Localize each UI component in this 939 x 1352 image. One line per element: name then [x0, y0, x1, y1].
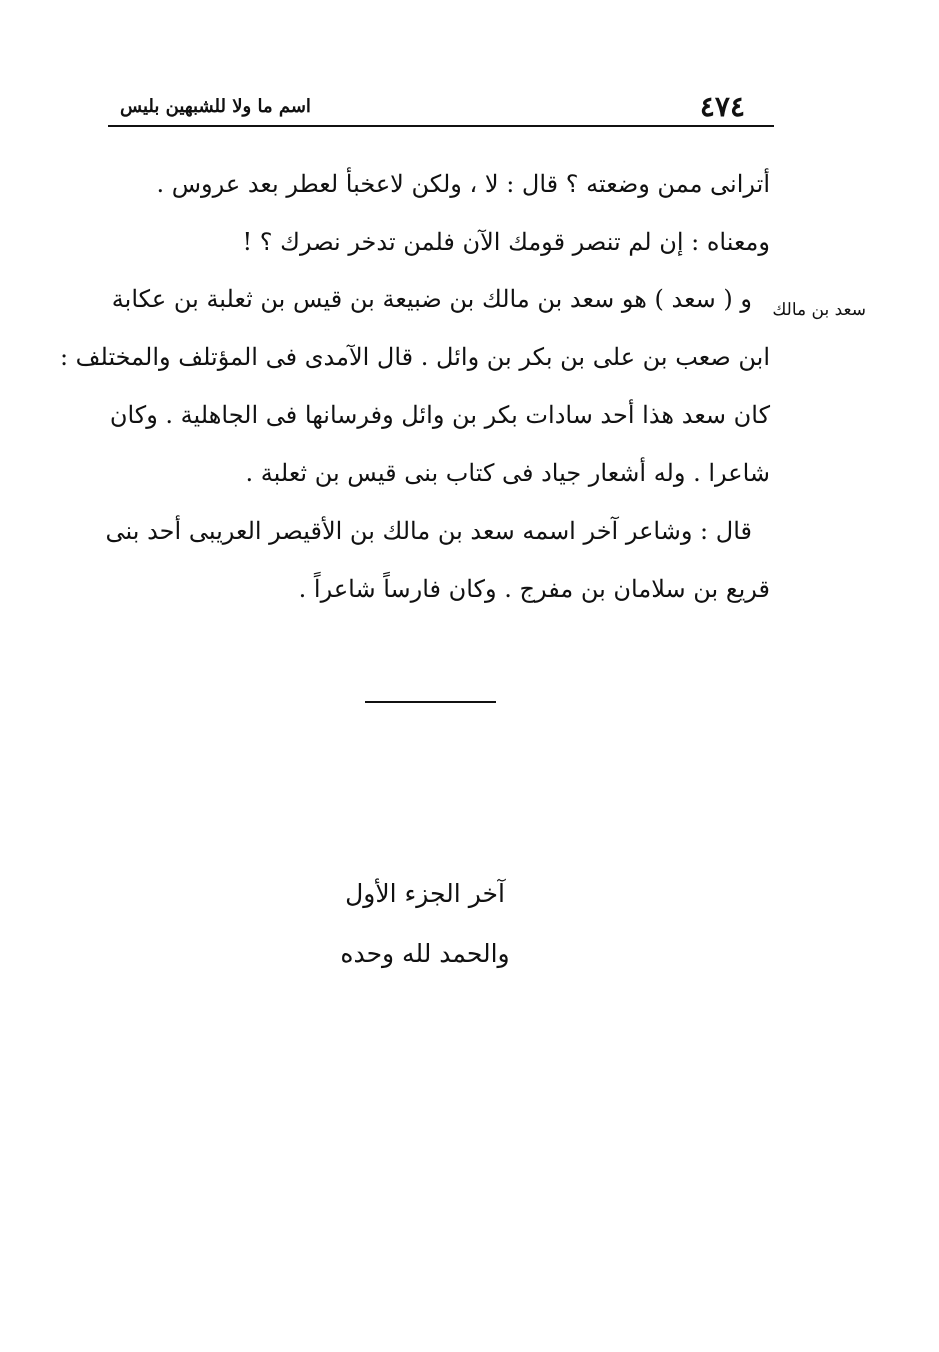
paragraph-line: أترانى ممن وضعته ؟ قال : لا ، ولكن لاعخبأ لعطر بعد عروس . — [156, 170, 770, 198]
header-rule — [108, 125, 774, 127]
page-number: ٤٧٤ — [699, 90, 745, 123]
paragraph-line: شاعرا . وله أشعار جياد فى كتاب بنى قيس بن ثعلبة . — [245, 459, 770, 487]
paragraph-line: ابن صعب بن على بن بكر بن وائل . قال الآمدى فى المؤتلف والمختلف : — [59, 343, 770, 371]
paragraph-line: ومعناه : إن لم تنصر قومك الآن فلمن تدخر نصرك ؟ ! — [242, 228, 770, 256]
paragraph-line: قريع بن سلامان بن مفرج . وكان فارساً شاعراً . — [298, 575, 770, 603]
running-head: اسم ما ولا للشبهين بليس — [120, 96, 311, 117]
paragraph-first — [105, 155, 770, 271]
colophon-line: والحمد لله وحده — [340, 939, 510, 968]
margin-note: سعد بن مالك — [772, 300, 866, 320]
paragraph-line: قال : وشاعر آخر اسمه سعد بن مالك بن الأقيصر العريبى أحد بنى — [105, 517, 752, 545]
colophon — [330, 864, 520, 984]
paragraph-second — [59, 270, 770, 618]
colophon-line: آخر الجزء الأول — [345, 879, 505, 908]
paragraph-line: و ( سعد ) هو سعد بن مالك بن ضبيعة بن قيس بن ثعلبة بن عكابة — [111, 285, 752, 313]
section-divider — [365, 701, 496, 703]
page-header — [108, 88, 773, 122]
paragraph-line: كان سعد هذا أحد سادات بكر بن وائل وفرسانها فى الجاهلية . وكان — [109, 401, 770, 429]
